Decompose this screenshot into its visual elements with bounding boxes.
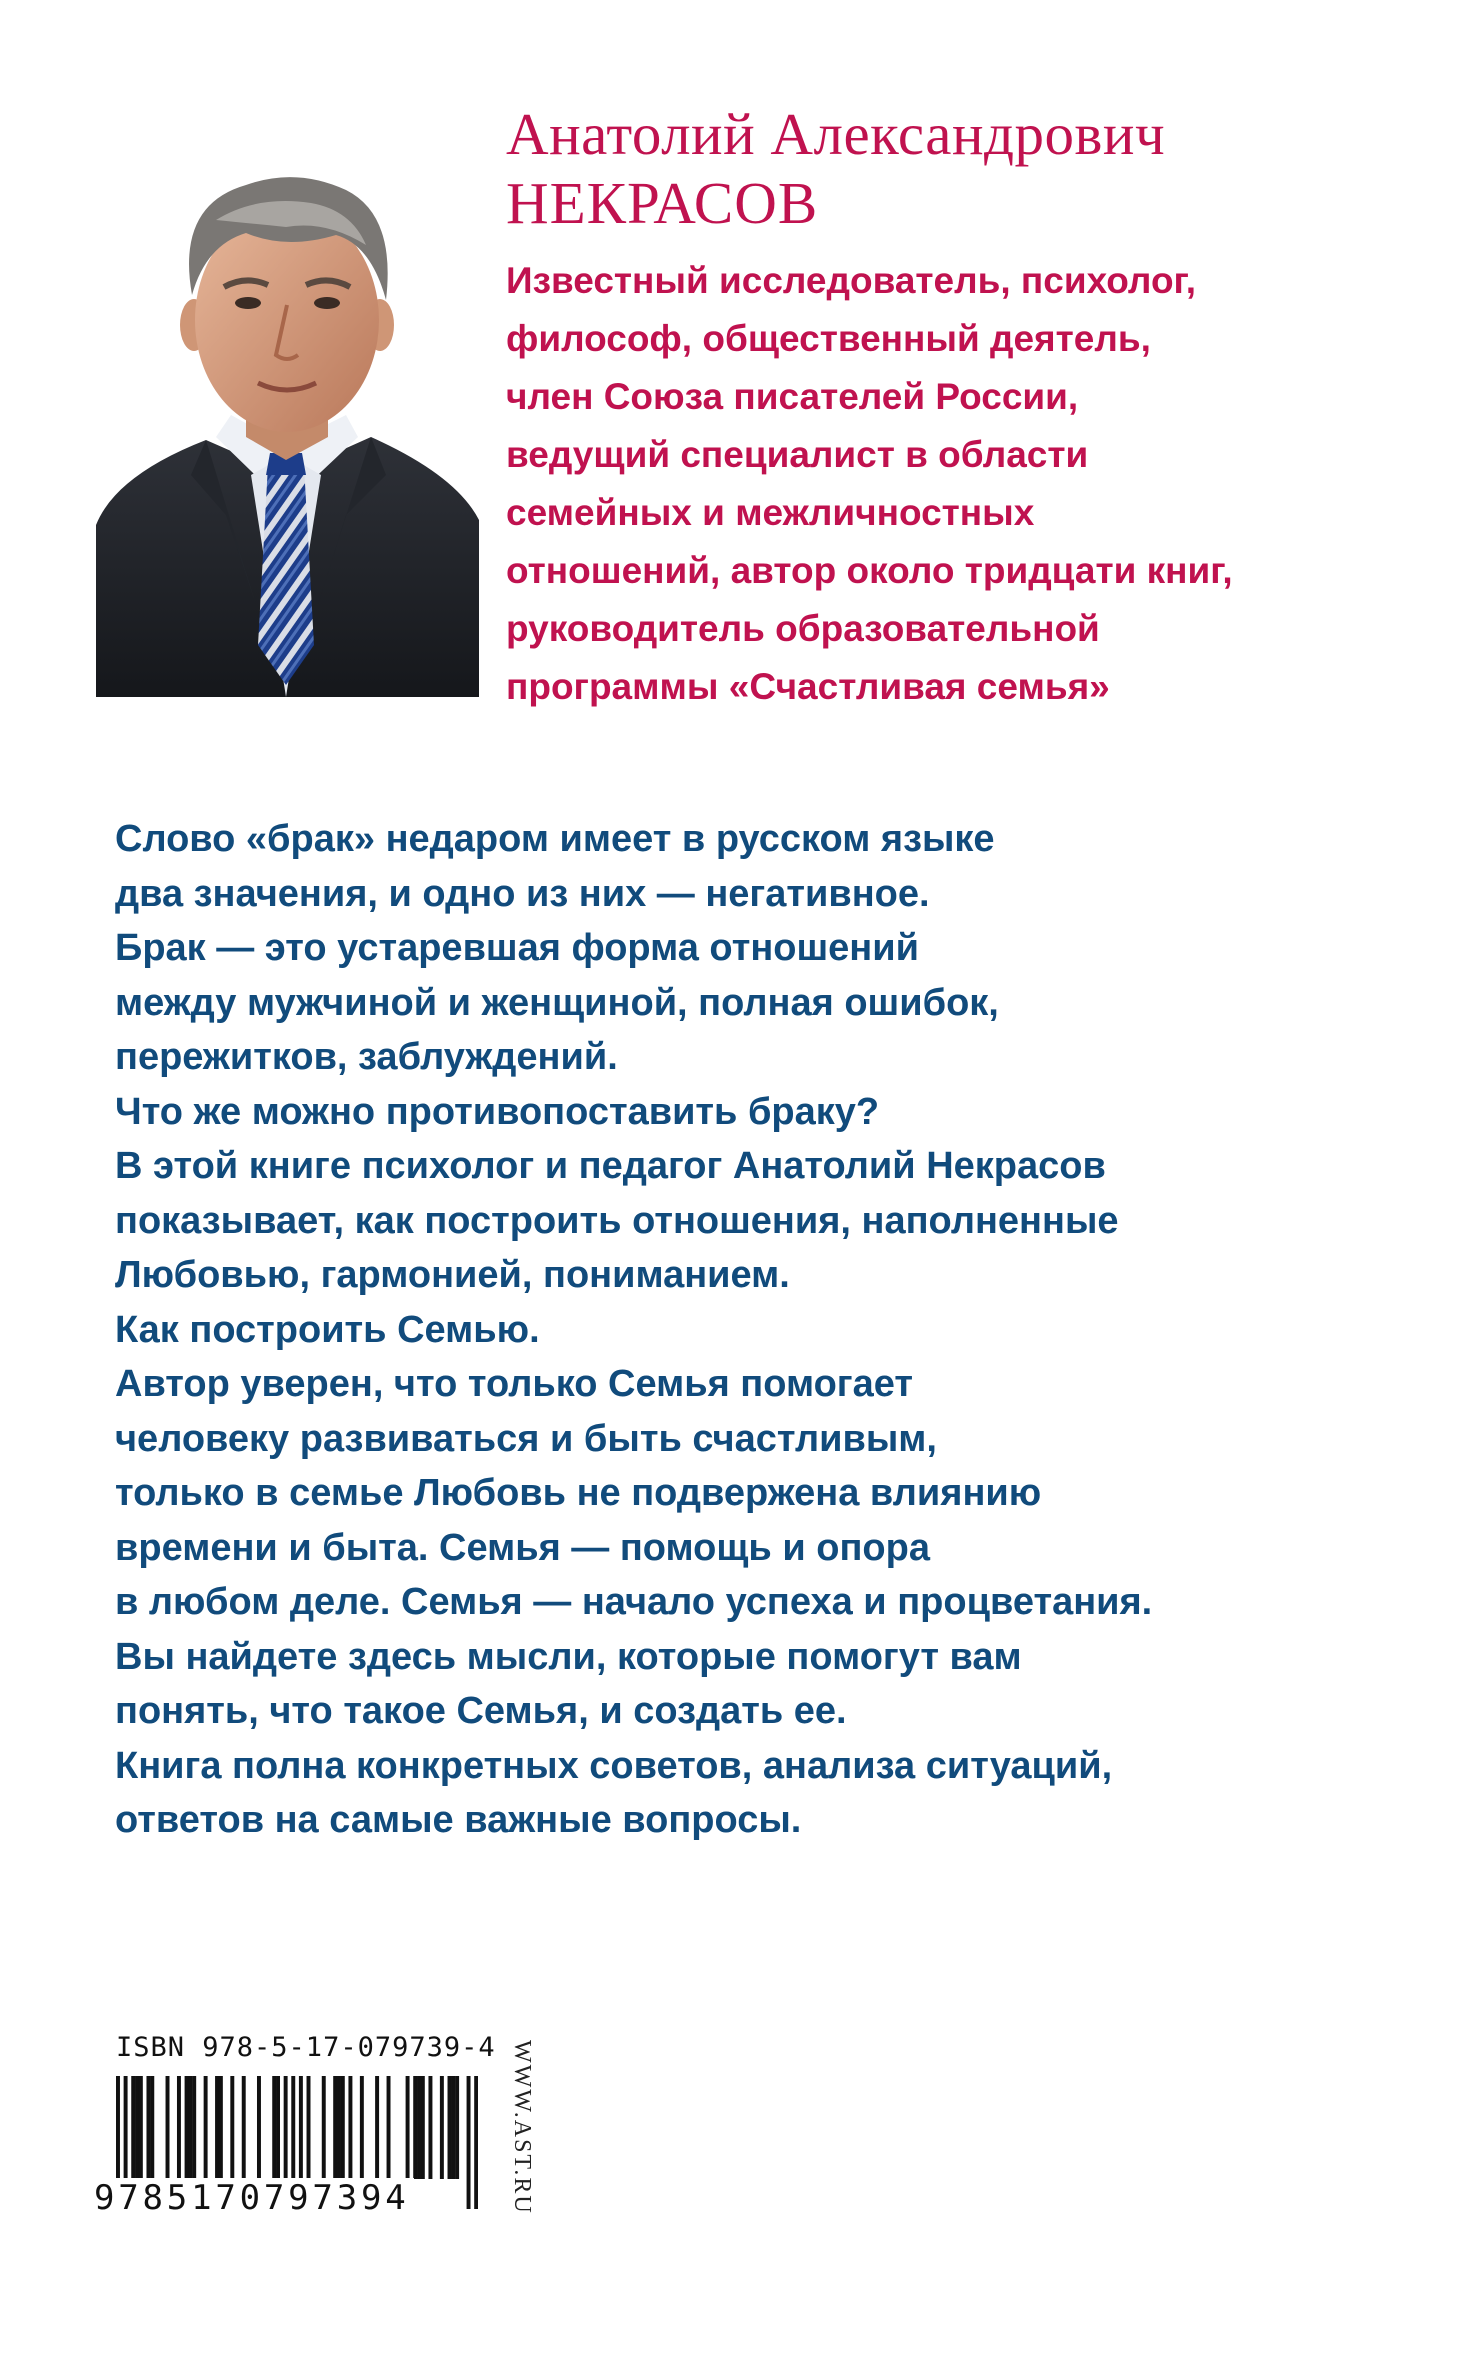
barcode-digits: 9785170797394 [90, 2178, 414, 2218]
bio-line: член Союза писателей России, [506, 376, 1079, 417]
annotation-line: понять, что такое Семья, и создать ее. [115, 1690, 847, 1732]
annotation-line: времени и быта. Семья — помощь и опора [115, 1526, 930, 1569]
barcode-bar [387, 2076, 391, 2179]
author-name: Анатолий Александрович [506, 101, 1166, 167]
barcode-bar [440, 2076, 444, 2179]
annotation-line: Книга полна конкретных советов, анализа ситуаций, [115, 1744, 1113, 1787]
barcode-bar [337, 2076, 341, 2179]
barcode-bar [341, 2076, 345, 2179]
annotation-line: Как построить Семью. [115, 1308, 540, 1351]
bio-line: руководитель образовательной [506, 608, 1100, 649]
annotation-line: в любом деле. Семья — начало успеха и процветания. [115, 1581, 1153, 1623]
publisher-website: WWW.AST.RU [509, 2040, 535, 2215]
barcode-bar [284, 2076, 288, 2179]
barcode-bar [131, 2076, 135, 2179]
annotation-line: только в семье Любовь не подвержена влиянию [115, 1472, 1042, 1514]
barcode-bar [257, 2076, 261, 2179]
book-annotation [115, 812, 1455, 1848]
barcode-bar [421, 2076, 425, 2179]
annotation-line: Что же можно противопоставить браку? [115, 1090, 880, 1133]
barcode-bar [348, 2076, 352, 2179]
barcode-bar [230, 2076, 234, 2179]
bio-line: Известный исследователь, психолог, [506, 260, 1196, 301]
barcode-bar [333, 2076, 337, 2179]
bio-line: программы «Счастливая семья» [506, 666, 1110, 707]
barcode-bar [177, 2076, 181, 2179]
author-heading [506, 98, 1446, 236]
barcode-bar [272, 2076, 276, 2179]
barcode-bar [413, 2076, 417, 2179]
annotation-line: ответов на самые важные вопросы. [115, 1799, 802, 1841]
barcode-bar [242, 2076, 246, 2179]
bio-line: семейных и межличностных [506, 492, 1035, 533]
barcode-bar [406, 2076, 410, 2179]
barcode-bar [135, 2076, 139, 2179]
barcode-bar [204, 2076, 208, 2179]
annotation-line: Слово «брак» недаром имеет в русском языке [115, 818, 995, 860]
bio-line: ведущий специалист в области [506, 434, 1089, 475]
barcode-bar [166, 2076, 170, 2179]
barcode-guard-bar [467, 2076, 471, 2209]
isbn-label: ISBN 978-5-17-079739-4 [116, 2032, 496, 2063]
barcode-bar [188, 2076, 192, 2179]
annotation-line: пережитков, заблуждений. [115, 1036, 618, 1078]
author-surname: НЕКРАСОВ [506, 170, 819, 236]
barcode-bar [146, 2076, 150, 2179]
bio-line: отношений, автор около тридцати книг, [506, 550, 1233, 591]
barcode-bar [150, 2076, 154, 2179]
annotation-line: Брак — это устаревшая форма отношений [115, 927, 919, 969]
barcode-bar [215, 2076, 219, 2179]
annotation-line: Вы найдете здесь мысли, которые помогут вам [115, 1635, 1022, 1678]
author-bio [506, 252, 1446, 716]
barcode-guard-bar [474, 2076, 478, 2209]
barcode-bar [276, 2076, 280, 2179]
barcode-bar [139, 2076, 143, 2179]
barcode-bar [375, 2076, 379, 2179]
annotation-line: Любовью, гармонией, пониманием. [115, 1254, 790, 1296]
barcode-bar [455, 2076, 459, 2179]
annotation-line: В этой книге психолог и педагог Анатолий Некрасов [115, 1145, 1106, 1187]
barcode-bar [322, 2076, 326, 2179]
barcode-bar [428, 2076, 432, 2179]
bio-line: философ, общественный деятель, [506, 318, 1151, 359]
author-photo [96, 175, 479, 697]
barcode-bar [448, 2076, 452, 2179]
barcode-bar [219, 2076, 223, 2179]
barcode-bar [417, 2076, 421, 2179]
annotation-line: два значения, и одно из них — негативное. [115, 872, 930, 915]
barcode-bar [451, 2076, 455, 2179]
barcode-bar [360, 2076, 364, 2179]
barcode-bar [307, 2076, 311, 2179]
annotation-line: показывает, как построить отношения, наполненные [115, 1199, 1119, 1242]
annotation-line: человеку развиваться и быть счастливым, [115, 1417, 937, 1460]
barcode-bar [185, 2076, 189, 2179]
barcode-bar [192, 2076, 196, 2179]
annotation-line: Автор уверен, что только Семья помогает [115, 1363, 913, 1405]
annotation-line: между мужчиной и женщиной, полная ошибок, [115, 981, 999, 1024]
